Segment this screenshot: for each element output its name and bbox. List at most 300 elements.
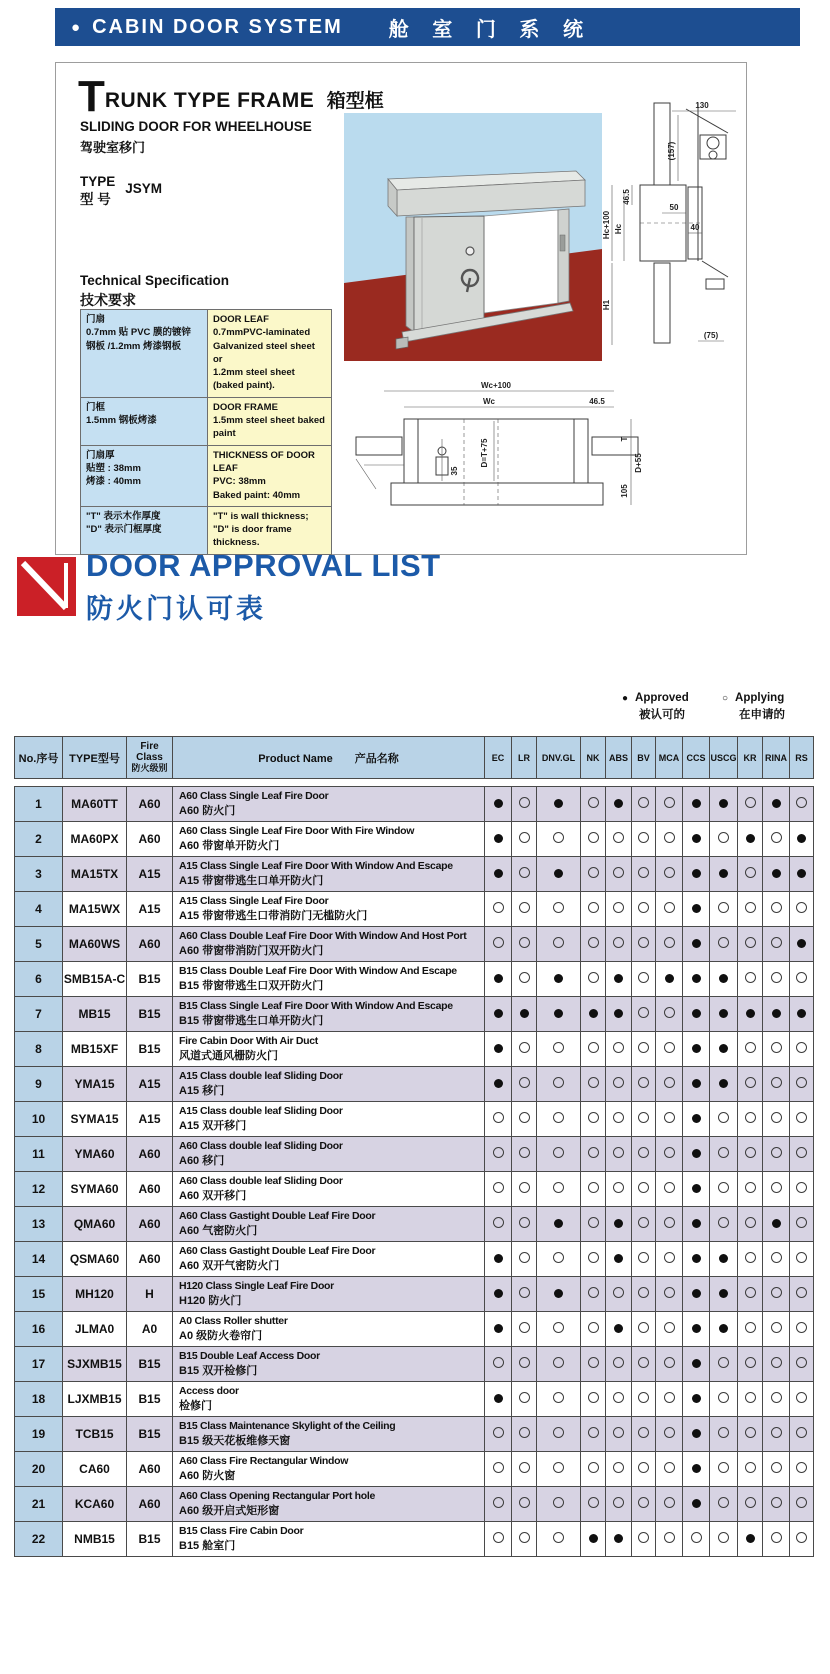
cell-approval	[710, 962, 738, 997]
applying-dot	[771, 1357, 782, 1368]
cell-fire-class: A60	[127, 1452, 173, 1487]
applying-dot	[664, 1217, 675, 1228]
cell-approval	[581, 787, 606, 822]
applying-dot	[796, 1112, 807, 1123]
cell-fire-class: A60	[127, 927, 173, 962]
applying-dot	[796, 972, 807, 983]
cell-approval	[606, 1242, 632, 1277]
cell-approval	[512, 1347, 537, 1382]
applying-dot	[664, 1532, 675, 1543]
legend-applying-zh: 在申请的	[739, 709, 785, 721]
applying-dot	[638, 797, 649, 808]
cell-approval	[537, 787, 581, 822]
cell-approval	[632, 1487, 656, 1522]
applying-dot	[745, 1182, 756, 1193]
approved-dot	[494, 1044, 503, 1053]
cell-approval	[656, 1102, 683, 1137]
page-title-zh: 舱 室 门 系 统	[388, 18, 592, 41]
column-header-product-name: Product Name 产品名称	[173, 737, 485, 779]
cell-approval	[485, 1277, 512, 1312]
cell-product-name: A15 Class Single Leaf Fire Door A15 带窗带逃生口带消防门无槛防火门	[173, 892, 485, 927]
cell-approval	[710, 1522, 738, 1557]
cell-product-name: A60 Class Fire Rectangular Window A60 防火窗	[173, 1452, 485, 1487]
cell-approval	[683, 1137, 710, 1172]
applying-dot	[493, 1427, 504, 1438]
cell-approval	[512, 927, 537, 962]
cell-fire-class: A60	[127, 1137, 173, 1172]
approved-dot	[772, 1219, 781, 1228]
svg-text:D+55: D+55	[634, 453, 643, 473]
cell-approval	[485, 927, 512, 962]
column-header-lr: LR	[512, 737, 537, 779]
subtitle-en: SLIDING DOOR FOR WHEELHOUSE	[80, 119, 312, 134]
cell-approval	[537, 1137, 581, 1172]
cell-approval	[763, 1382, 790, 1417]
cell-approval	[485, 1242, 512, 1277]
applying-dot	[553, 902, 564, 913]
applying-dot	[519, 1042, 530, 1053]
applying-dot	[745, 1392, 756, 1403]
column-header-rs: RS	[790, 737, 814, 779]
cell-approval	[683, 1172, 710, 1207]
cell-approval	[537, 1382, 581, 1417]
svg-text:Hc+100: Hc+100	[602, 210, 611, 240]
cell-approval	[632, 787, 656, 822]
approved-dot	[797, 869, 806, 878]
table-row-MA60PX	[15, 822, 814, 857]
approved-dot	[692, 1324, 701, 1333]
cell-approval	[512, 1382, 537, 1417]
applying-dot	[745, 1252, 756, 1263]
cell-approval	[656, 962, 683, 997]
cell-approval	[683, 1347, 710, 1382]
cell-approval	[790, 1312, 814, 1347]
approved-dot	[614, 974, 623, 983]
table-header-row	[15, 737, 814, 779]
applying-dot	[553, 1147, 564, 1158]
cell-approval	[606, 822, 632, 857]
approved-dot	[692, 1254, 701, 1263]
applying-dot	[553, 1427, 564, 1438]
cell-approval	[763, 1137, 790, 1172]
cell-approval	[581, 1172, 606, 1207]
cell-fire-class: B15	[127, 962, 173, 997]
applying-dot	[493, 937, 504, 948]
approved-dot	[614, 1534, 623, 1543]
applying-dot	[771, 902, 782, 913]
approved-dot	[746, 834, 755, 843]
applying-dot	[638, 1287, 649, 1298]
applying-dot	[553, 1252, 564, 1263]
cell-approval	[683, 997, 710, 1032]
cell-product-name: A60 Class Single Leaf Fire Door A60 防火门	[173, 787, 485, 822]
cell-fire-class: A0	[127, 1312, 173, 1347]
cell-approval	[632, 892, 656, 927]
cell-product-name: A15 Class double leaf Sliding Door A15 移门	[173, 1067, 485, 1102]
svg-text:T: T	[620, 436, 629, 442]
applying-dot	[588, 1462, 599, 1473]
applying-dot	[493, 1112, 504, 1123]
cell-approval	[581, 1032, 606, 1067]
cell-approval	[632, 1522, 656, 1557]
approved-dot	[797, 834, 806, 843]
applying-dot	[745, 902, 756, 913]
cell-approval	[485, 1522, 512, 1557]
applying-dot	[493, 1462, 504, 1473]
svg-text:46.5: 46.5	[589, 397, 605, 406]
cell-approval	[738, 857, 763, 892]
legend-approved: ● Approved	[622, 692, 689, 704]
applying-dot	[588, 1252, 599, 1263]
cell-approval	[656, 1242, 683, 1277]
applying-dot	[613, 902, 624, 913]
cell-fire-class: B15	[127, 1032, 173, 1067]
cell-approval	[606, 1417, 632, 1452]
applying-dot	[745, 1217, 756, 1228]
applying-dot	[664, 832, 675, 843]
approved-dot	[554, 974, 563, 983]
approved-dot	[520, 1009, 529, 1018]
approval-logo-icon	[15, 554, 78, 618]
cell-approval	[512, 1032, 537, 1067]
approved-dot	[494, 1394, 503, 1403]
cell-approval	[790, 1102, 814, 1137]
cell-fire-class: B15	[127, 1522, 173, 1557]
cell-type: NMB15	[63, 1522, 127, 1557]
approved-dot	[692, 1359, 701, 1368]
title-initial: T	[78, 72, 105, 121]
cell-approval	[581, 1102, 606, 1137]
cell-approval	[606, 1522, 632, 1557]
cell-approval	[710, 822, 738, 857]
spec-title	[80, 273, 229, 310]
cell-approval	[537, 1067, 581, 1102]
cell-no: 22	[15, 1522, 63, 1557]
cell-approval	[606, 1207, 632, 1242]
approved-dot	[692, 939, 701, 948]
cell-no: 9	[15, 1067, 63, 1102]
cell-type: YMA15	[63, 1067, 127, 1102]
cell-no: 10	[15, 1102, 63, 1137]
cell-fire-class: H	[127, 1277, 173, 1312]
cell-approval	[537, 857, 581, 892]
column-header-uscg: USCG	[710, 737, 738, 779]
cell-approval	[606, 1452, 632, 1487]
applying-dot	[493, 1532, 504, 1543]
cell-approval	[790, 1417, 814, 1452]
cell-fire-class: A60	[127, 1242, 173, 1277]
approved-dot	[692, 799, 701, 808]
cell-product-name: B15 Class Maintenance Skylight of the Ceiling B15 级天花板维修天窗	[173, 1417, 485, 1452]
cell-approval	[763, 927, 790, 962]
applying-dot	[771, 1077, 782, 1088]
cell-approval	[763, 822, 790, 857]
cell-type: SMB15A-C	[63, 962, 127, 997]
applying-dot	[771, 1287, 782, 1298]
svg-text:Wc: Wc	[483, 397, 495, 406]
column-header-nk: NK	[581, 737, 606, 779]
cell-approval	[710, 857, 738, 892]
cell-approval	[656, 927, 683, 962]
cell-approval	[656, 1382, 683, 1417]
cell-approval	[537, 1242, 581, 1277]
approved-dot	[719, 1009, 728, 1018]
cell-approval	[683, 1242, 710, 1277]
cell-approval	[606, 1347, 632, 1382]
approved-dot	[614, 1009, 623, 1018]
approved-dot	[719, 974, 728, 983]
cell-type: JLMA0	[63, 1312, 127, 1347]
approved-dot	[589, 1534, 598, 1543]
cell-approval	[512, 787, 537, 822]
applying-dot	[613, 1427, 624, 1438]
approved-dot	[692, 1184, 701, 1193]
cell-type: KCA60	[63, 1487, 127, 1522]
cell-approval	[606, 1102, 632, 1137]
cell-approval	[683, 962, 710, 997]
applying-dot	[553, 1077, 564, 1088]
spec-cell-en: DOOR LEAF 0.7mmPVC-laminated Galvanized steel sheet or 1.2mm steel sheet (baked paint).	[208, 310, 332, 398]
cell-approval	[738, 1487, 763, 1522]
applying-dot	[553, 1042, 564, 1053]
cell-approval	[738, 1067, 763, 1102]
applying-dot	[613, 1077, 624, 1088]
cell-approval	[738, 892, 763, 927]
cell-approval	[581, 1382, 606, 1417]
applying-dot	[745, 1077, 756, 1088]
cell-approval	[581, 1067, 606, 1102]
cell-approval	[581, 822, 606, 857]
approved-dot	[692, 1079, 701, 1088]
approval-title-zh: 防火门认可表	[86, 594, 266, 624]
cell-approval	[537, 892, 581, 927]
cell-fire-class: B15	[127, 1417, 173, 1452]
type-label-zh: 型 号	[80, 192, 111, 208]
cell-type: MB15	[63, 997, 127, 1032]
cell-approval	[710, 1382, 738, 1417]
applying-dot	[718, 937, 729, 948]
cell-type: TCB15	[63, 1417, 127, 1452]
approved-dot	[692, 1149, 701, 1158]
applying-dot	[718, 1497, 729, 1508]
applying-dot	[519, 1322, 530, 1333]
applying-dot	[519, 902, 530, 913]
applying-dot	[493, 1147, 504, 1158]
cell-approval	[790, 1347, 814, 1382]
applying-dot	[745, 1042, 756, 1053]
column-header-mca: MCA	[656, 737, 683, 779]
approved-dot	[719, 1324, 728, 1333]
cell-type: CA60	[63, 1452, 127, 1487]
applying-dot	[553, 1392, 564, 1403]
applying-dot	[664, 1147, 675, 1158]
cell-approval	[656, 1417, 683, 1452]
cell-fire-class: A60	[127, 1172, 173, 1207]
cell-fire-class: A60	[127, 822, 173, 857]
applying-dot	[771, 1392, 782, 1403]
spec-cell-zh: 门扇 0.7mm 贴 PVC 膜的镀锌 钢板 /1.2mm 烤漆钢板	[81, 310, 208, 398]
applying-dot	[796, 1497, 807, 1508]
applying-dot	[588, 1112, 599, 1123]
cell-approval	[656, 997, 683, 1032]
svg-text:(75): (75)	[703, 331, 719, 340]
cell-approval	[512, 1522, 537, 1557]
cell-approval	[683, 857, 710, 892]
applying-dot	[613, 1462, 624, 1473]
table-row-MA60TT	[15, 787, 814, 822]
applying-dot	[553, 1497, 564, 1508]
applying-dot	[588, 832, 599, 843]
cell-approval	[632, 1067, 656, 1102]
cell-approval	[512, 1452, 537, 1487]
cell-type: SJXMB15	[63, 1347, 127, 1382]
cell-approval	[606, 927, 632, 962]
approved-dot	[589, 1009, 598, 1018]
applying-dot	[718, 1182, 729, 1193]
applying-dot	[796, 1077, 807, 1088]
cell-fire-class: B15	[127, 1347, 173, 1382]
applying-dot	[664, 1497, 675, 1508]
applying-dot	[718, 902, 729, 913]
cell-approval	[606, 962, 632, 997]
cell-approval	[606, 1382, 632, 1417]
table-row-MA60WS	[15, 927, 814, 962]
subtitle-zh: 驾驶室移门	[80, 140, 146, 155]
approved-dot	[554, 869, 563, 878]
applying-dot	[588, 1217, 599, 1228]
cell-approval	[512, 1137, 537, 1172]
applying-dot	[771, 1112, 782, 1123]
applying-dot	[638, 1427, 649, 1438]
cell-approval	[710, 1312, 738, 1347]
applying-dot	[588, 867, 599, 878]
cell-approval	[790, 1487, 814, 1522]
cell-approval	[738, 1417, 763, 1452]
cell-no: 14	[15, 1242, 63, 1277]
cell-approval	[683, 1277, 710, 1312]
cell-approval	[683, 1067, 710, 1102]
applying-dot	[771, 1462, 782, 1473]
applying-dot	[796, 1427, 807, 1438]
cell-approval	[485, 1102, 512, 1137]
approved-dot	[692, 869, 701, 878]
table-row-MA15WX	[15, 892, 814, 927]
cell-approval	[537, 822, 581, 857]
cell-approval	[763, 1102, 790, 1137]
cell-approval	[606, 857, 632, 892]
applying-dot	[553, 1462, 564, 1473]
applying-dot	[638, 1462, 649, 1473]
type-value: JSYM	[125, 181, 163, 196]
applying-dot	[613, 1357, 624, 1368]
column-header-kr: KR	[738, 737, 763, 779]
spec-cell-zh: "T" 表示木作厚度 "D" 表示门框厚度	[81, 506, 208, 554]
cell-approval	[710, 1137, 738, 1172]
cell-approval	[710, 1172, 738, 1207]
applying-dot	[588, 1497, 599, 1508]
applying-dot	[519, 1217, 530, 1228]
cell-type: QSMA60	[63, 1242, 127, 1277]
cell-approval	[683, 927, 710, 962]
applying-dot	[771, 1182, 782, 1193]
cell-approval	[581, 927, 606, 962]
cell-approval	[512, 1487, 537, 1522]
table-row-QMA60	[15, 1207, 814, 1242]
applying-dot	[796, 902, 807, 913]
svg-text:40: 40	[690, 223, 700, 232]
applying-dot	[588, 1077, 599, 1088]
cell-product-name: H120 Class Single Leaf Fire Door H120 防火门	[173, 1277, 485, 1312]
cell-approval	[581, 1242, 606, 1277]
cell-approval	[632, 1172, 656, 1207]
approved-dot	[665, 974, 674, 983]
cell-approval	[485, 892, 512, 927]
cell-approval	[537, 1417, 581, 1452]
applying-dot	[638, 1322, 649, 1333]
cell-approval	[606, 787, 632, 822]
cell-approval	[683, 1522, 710, 1557]
cell-approval	[632, 1207, 656, 1242]
cell-approval	[581, 1452, 606, 1487]
cell-approval	[790, 1172, 814, 1207]
applying-dot	[771, 972, 782, 983]
cell-approval	[738, 1452, 763, 1487]
cell-approval	[710, 1347, 738, 1382]
approved-dot	[554, 1289, 563, 1298]
cell-approval	[656, 1312, 683, 1347]
approved-dot	[719, 869, 728, 878]
cell-approval	[632, 822, 656, 857]
applying-dot	[493, 1357, 504, 1368]
cell-approval	[790, 1032, 814, 1067]
cell-type: MA15WX	[63, 892, 127, 927]
cell-approval	[512, 1312, 537, 1347]
cell-product-name: A60 Class Opening Rectangular Port hole A60 级开启式矩形窗	[173, 1487, 485, 1522]
cell-approval	[683, 1382, 710, 1417]
cell-approval	[763, 1347, 790, 1382]
approved-dot	[494, 1254, 503, 1263]
cell-approval	[512, 1417, 537, 1452]
page-header	[55, 8, 800, 46]
cell-approval	[485, 1312, 512, 1347]
cell-approval	[537, 1452, 581, 1487]
spec-cell-zh: 门扇厚 贴塑 : 38mm 烤漆 : 40mm	[81, 445, 208, 506]
svg-text:(157): (157)	[667, 141, 676, 161]
cell-approval	[710, 1487, 738, 1522]
cell-approval	[512, 892, 537, 927]
cell-approval	[485, 1382, 512, 1417]
svg-text:Wc+100: Wc+100	[480, 381, 512, 390]
applying-dot	[638, 832, 649, 843]
cell-approval	[512, 1067, 537, 1102]
cell-approval	[606, 1172, 632, 1207]
cell-approval	[606, 1312, 632, 1347]
applying-dot	[613, 1147, 624, 1158]
cell-approval	[710, 1032, 738, 1067]
table-row-JLMA0	[15, 1312, 814, 1347]
approved-dot	[494, 799, 503, 808]
applying-dot	[796, 1147, 807, 1158]
svg-text:D=T+75: D=T+75	[480, 438, 489, 468]
cell-approval	[656, 822, 683, 857]
cell-product-name: A60 Class Gastight Double Leaf Fire Door A60 双开气密防火门	[173, 1242, 485, 1277]
cell-approval	[512, 997, 537, 1032]
cell-approval	[632, 1137, 656, 1172]
column-header-ccs: CCS	[683, 737, 710, 779]
cell-approval	[710, 1277, 738, 1312]
cell-fire-class: B15	[127, 997, 173, 1032]
cell-approval	[656, 1067, 683, 1102]
